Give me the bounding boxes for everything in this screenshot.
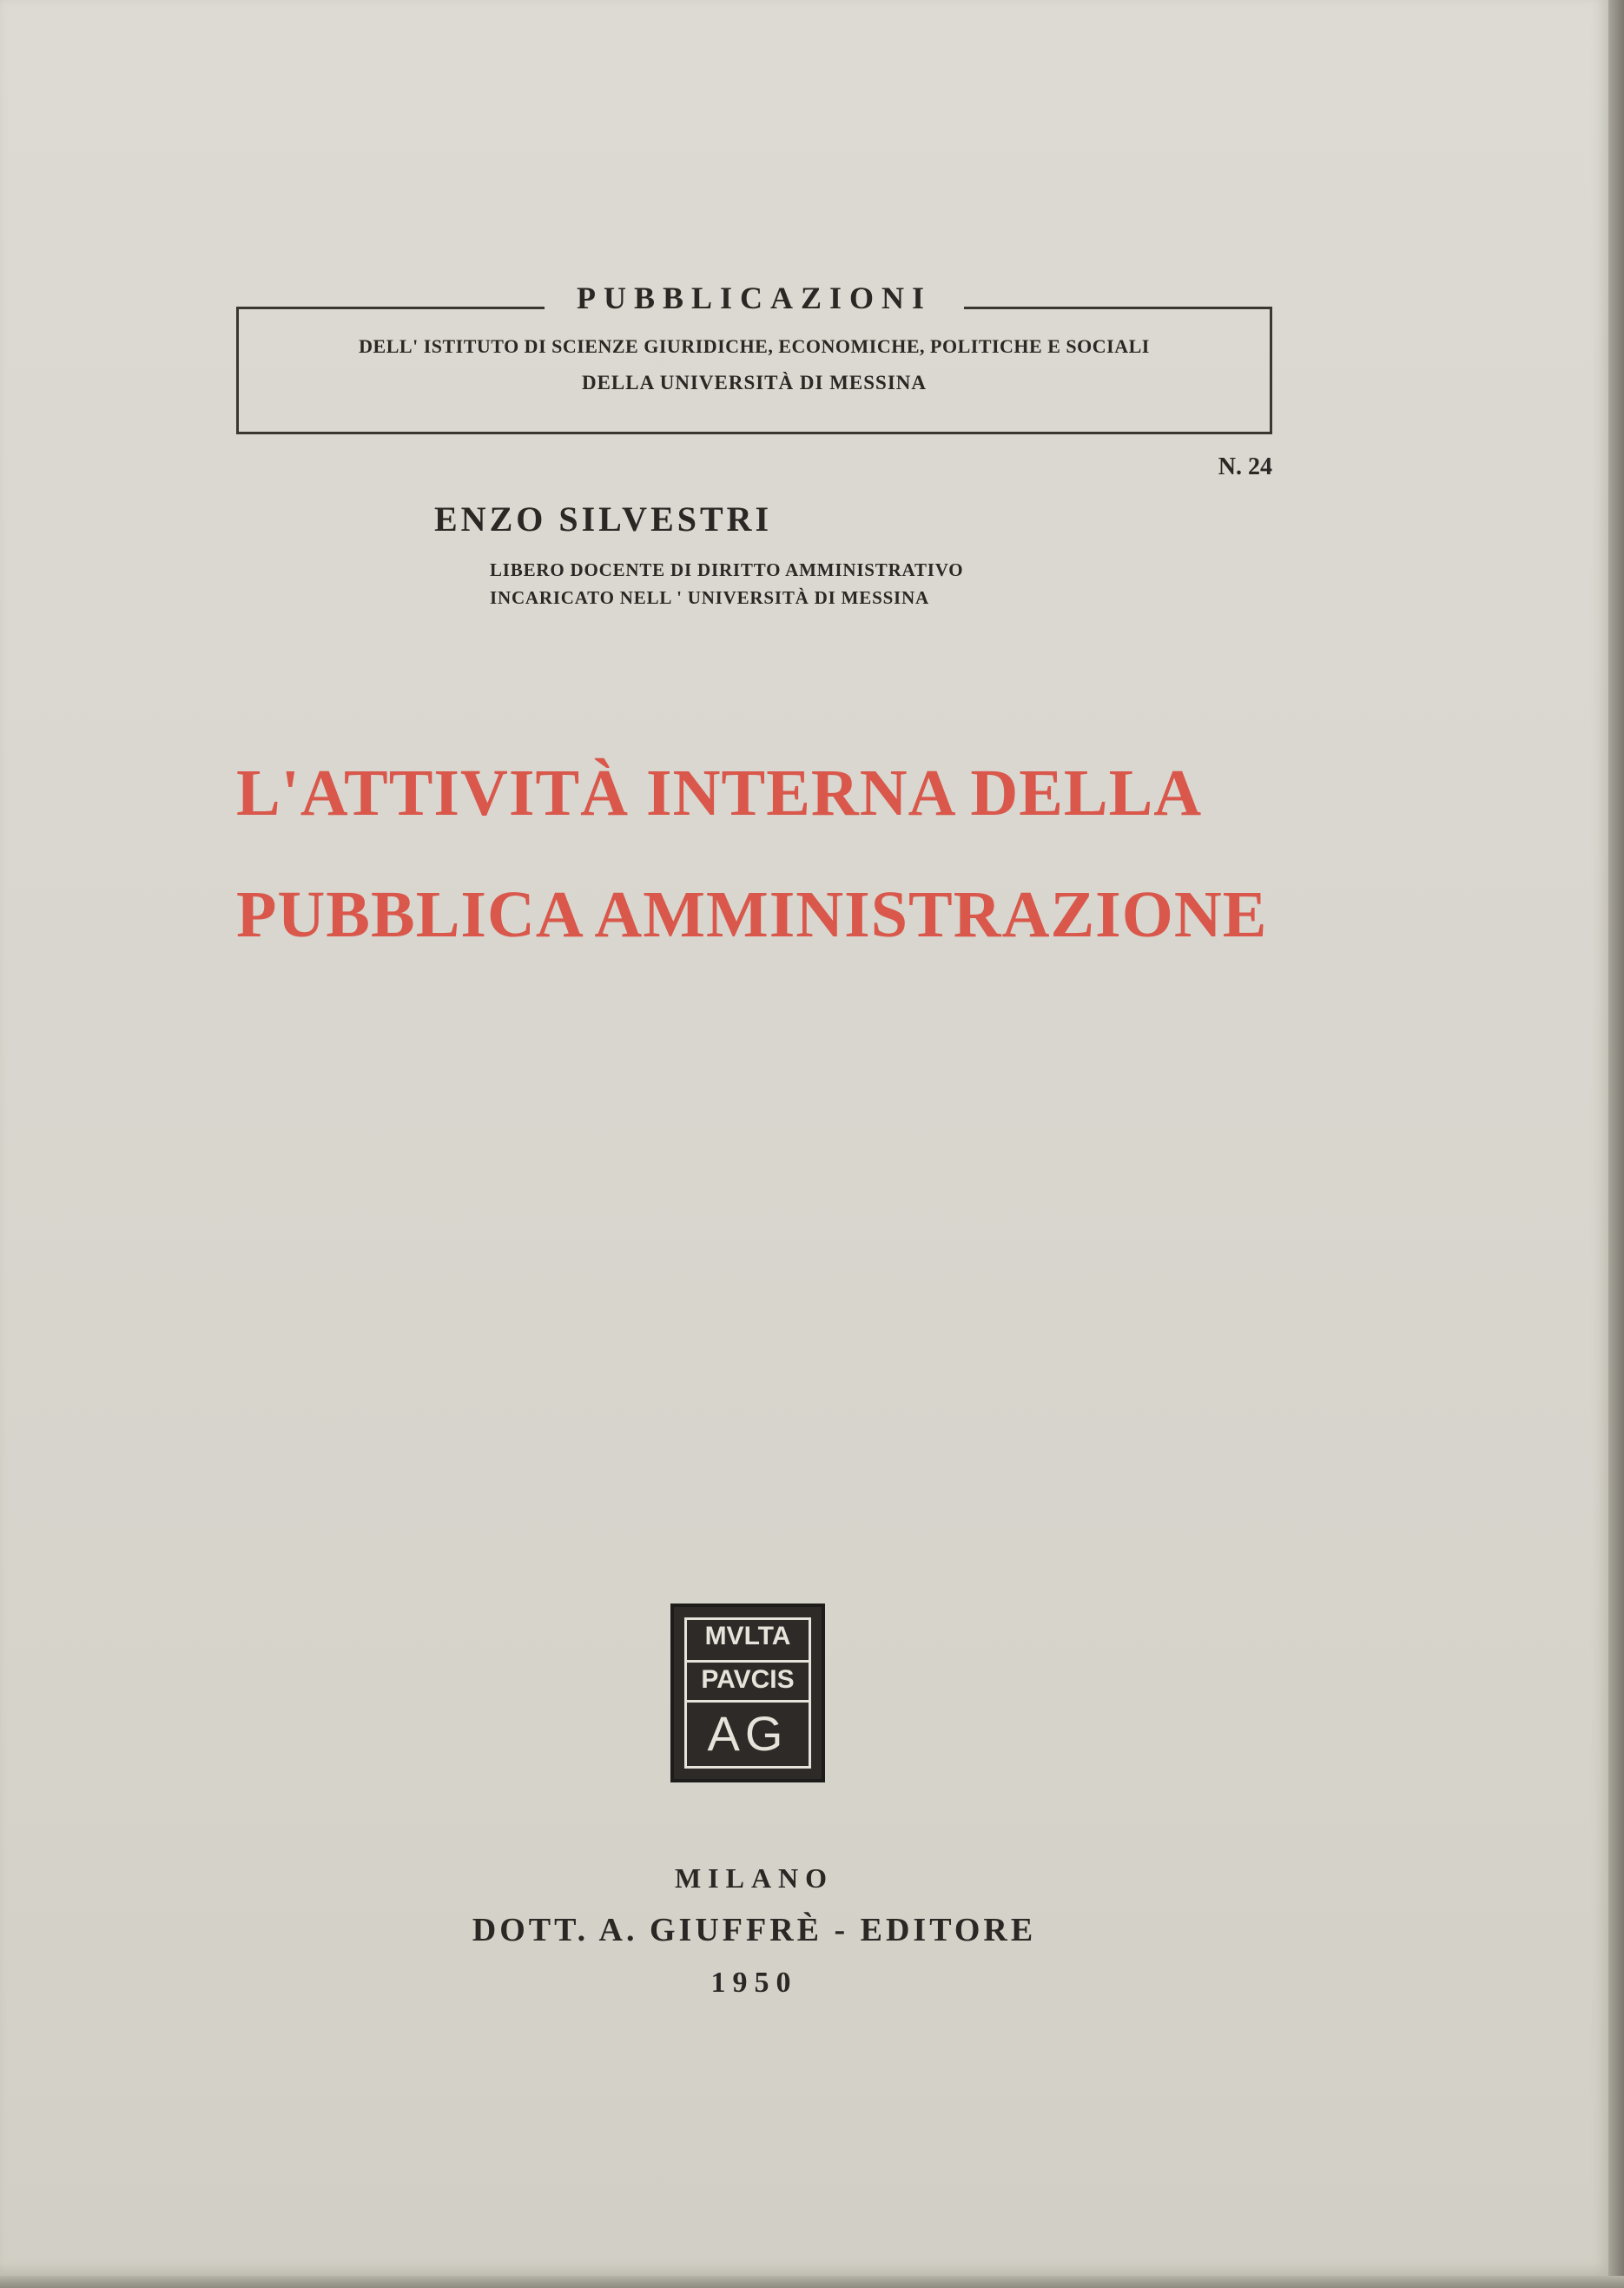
author-role-2: INCARICATO NELL ' UNIVERSITÀ DI MESSINA — [490, 587, 929, 608]
author-role-1: LIBERO DOCENTE DI DIRITTO AMMINISTRATIVO — [490, 559, 964, 580]
imprint-year: 1950 — [710, 1967, 798, 1999]
author-name: ENZO SILVESTRI — [434, 499, 773, 539]
imprint-publisher: DOTT. A. GIUFFRÈ - EDITORE — [472, 1912, 1037, 1948]
publisher-logo-row-1: MVLTA — [704, 1622, 791, 1650]
series-frame — [236, 307, 1272, 434]
imprint-city: MILANO — [674, 1862, 835, 1894]
book-title-line-2: PUBBLICA AMMINISTRAZIONE — [236, 878, 1268, 951]
publisher-logo-frame — [684, 1617, 811, 1769]
publisher-logo — [670, 1604, 825, 1782]
book-title-line-1: L'ATTIVITÀ INTERNA DELLA — [236, 757, 1203, 830]
publisher-logo-divider — [687, 1700, 809, 1703]
series-university: DELLA UNIVERSITÀ DI MESSINA — [581, 372, 927, 393]
publisher-logo-initials: AG — [707, 1706, 789, 1761]
cover-right-edge — [1608, 0, 1624, 2288]
series-number: N. 24 — [1218, 453, 1272, 480]
publisher-logo-row-2: PAVCIS — [701, 1665, 795, 1694]
series-heading: PUBBLICAZIONI — [576, 281, 933, 315]
publisher-logo-divider — [687, 1660, 809, 1663]
series-institute: DELL' ISTITUTO DI SCIENZE GIURIDICHE, ECONOMICHE, POLITICHE E SOCIALI — [359, 335, 1150, 357]
cover-bottom-edge — [0, 2276, 1624, 2288]
